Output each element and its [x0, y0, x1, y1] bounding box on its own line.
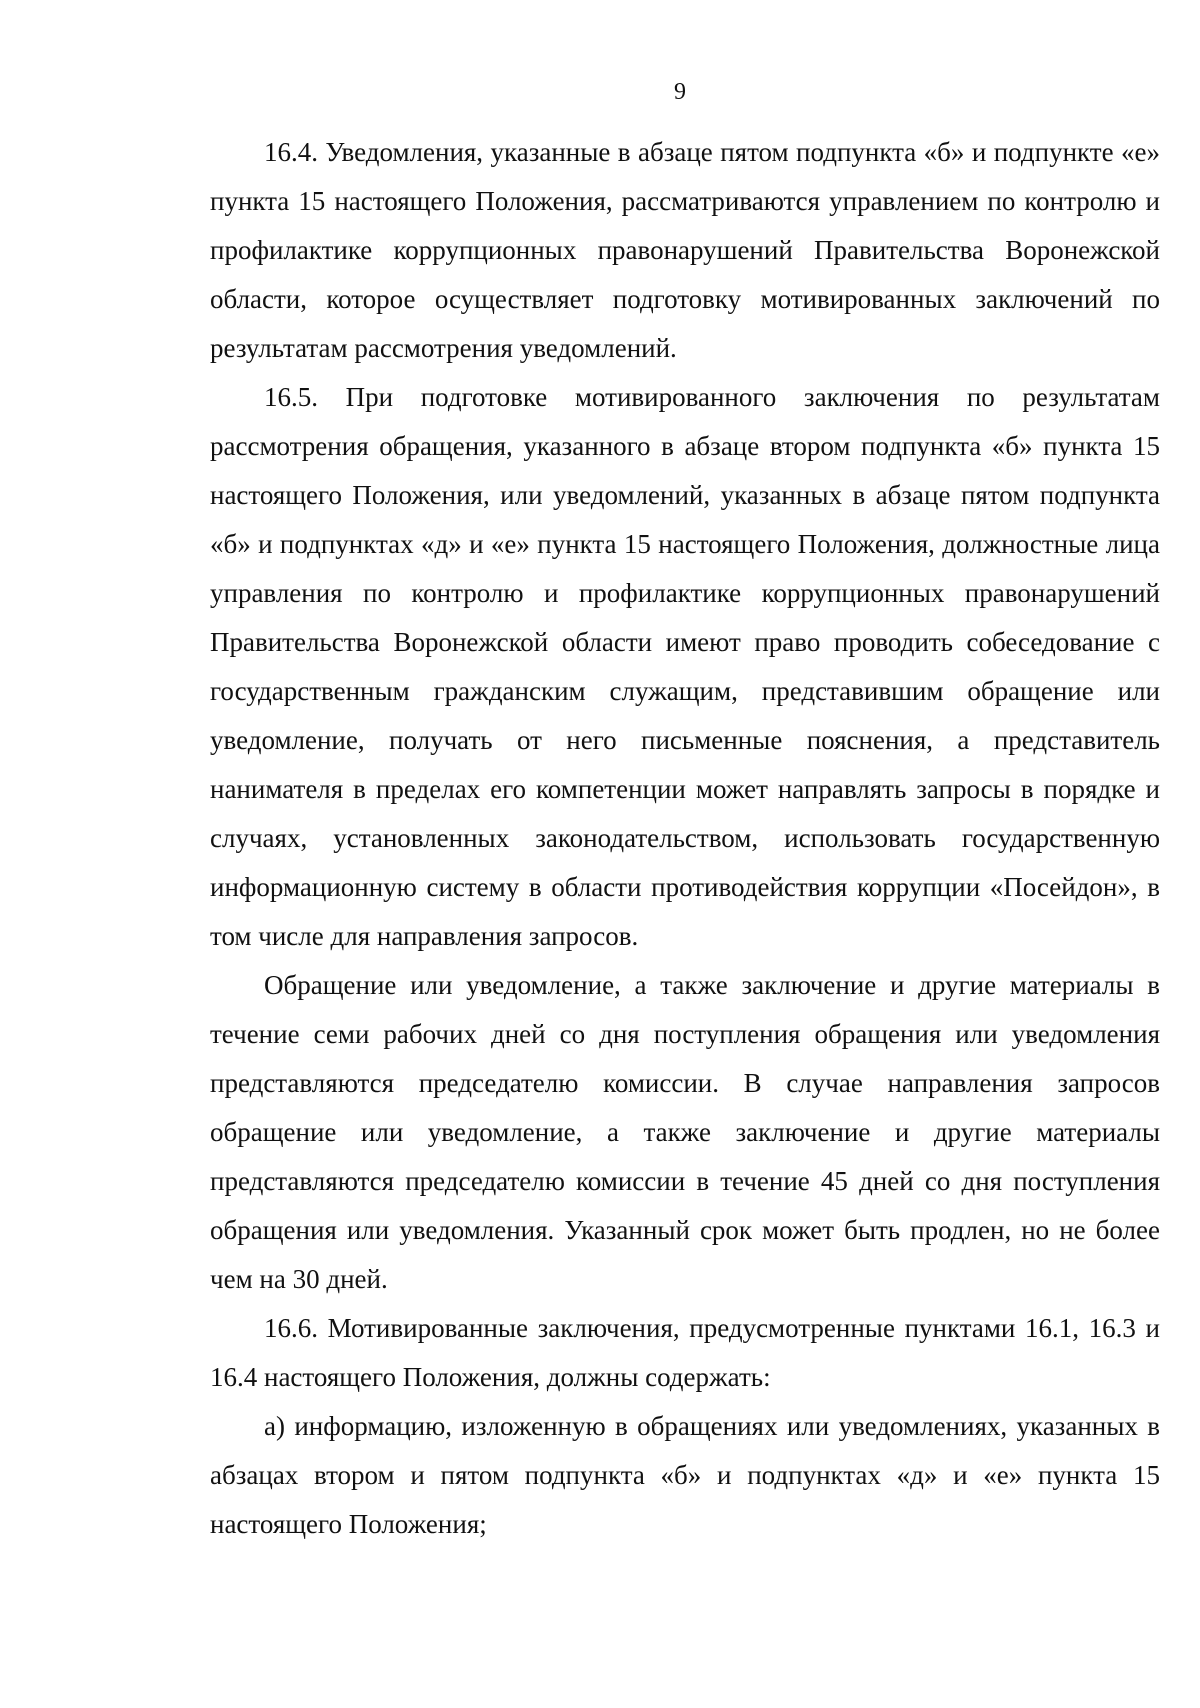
page-number: 9 — [674, 79, 686, 105]
paragraph-16-6: 16.6. Мотивированные заключения, предусмотренные пунктами 16.1, 16.3 и 16.4 настоящего Положения, должны содержать: — [210, 1313, 1160, 1392]
paragraph-16-4: 16.4. Уведомления, указанные в абзаце пятом подпункта «б» и подпункте «е» пункта 15 настоящего Положения, рассматриваются управлением по контролю и профилактике коррупционных правонарушений Правительства Воронежской области, которое осуществляет подготовку мотивированных заключений по результатам рассмотрения уведомлений. — [210, 137, 1160, 363]
paragraph-16-5: 16.5. При подготовке мотивированного заключения по результатам рассмотрения обращения, указанного в абзаце втором подпункта «б» пункта 15 настоящего Положения, или уведомлений, указанных в абзаце пятом подпункта «б» и подпунктах «д» и «е» пункта 15 настоящего Положения, должностные лица управления по контролю и профилактике коррупционных правонарушений Правительства Воронежской области имеют право проводить собеседование с государственным гражданским служащим, представившим обращение или уведомление, получать от него письменные пояснения, а представитель нанимателя в пределах его компетенции может направлять запросы в порядке и случаях, установленных законодательством, использовать государственную информационную систему в области противодействия коррупции «Посейдон», в том числе для направления запросов. — [210, 382, 1160, 951]
paragraph-16-6-a: а) информацию, изложенную в обращениях или уведомлениях, указанных в абзацах втором и пятом подпункта «б» и подпунктах «д» и «е» пункта 15 настоящего Положения; — [210, 1411, 1160, 1539]
paragraph-16-5-continued: Обращение или уведомление, а также заключение и другие материалы в течение семи рабочих дней со дня поступления обращения или уведомления представляются председателю комиссии. В случае направления запросов обращение или уведомление, а также заключение и другие материалы представляются председателю комиссии в течение 45 дней со дня поступления обращения или уведомления. Указанный срок может быть продлен, но не более чем на 30 дней. — [210, 970, 1160, 1294]
document-body — [210, 128, 1160, 1549]
